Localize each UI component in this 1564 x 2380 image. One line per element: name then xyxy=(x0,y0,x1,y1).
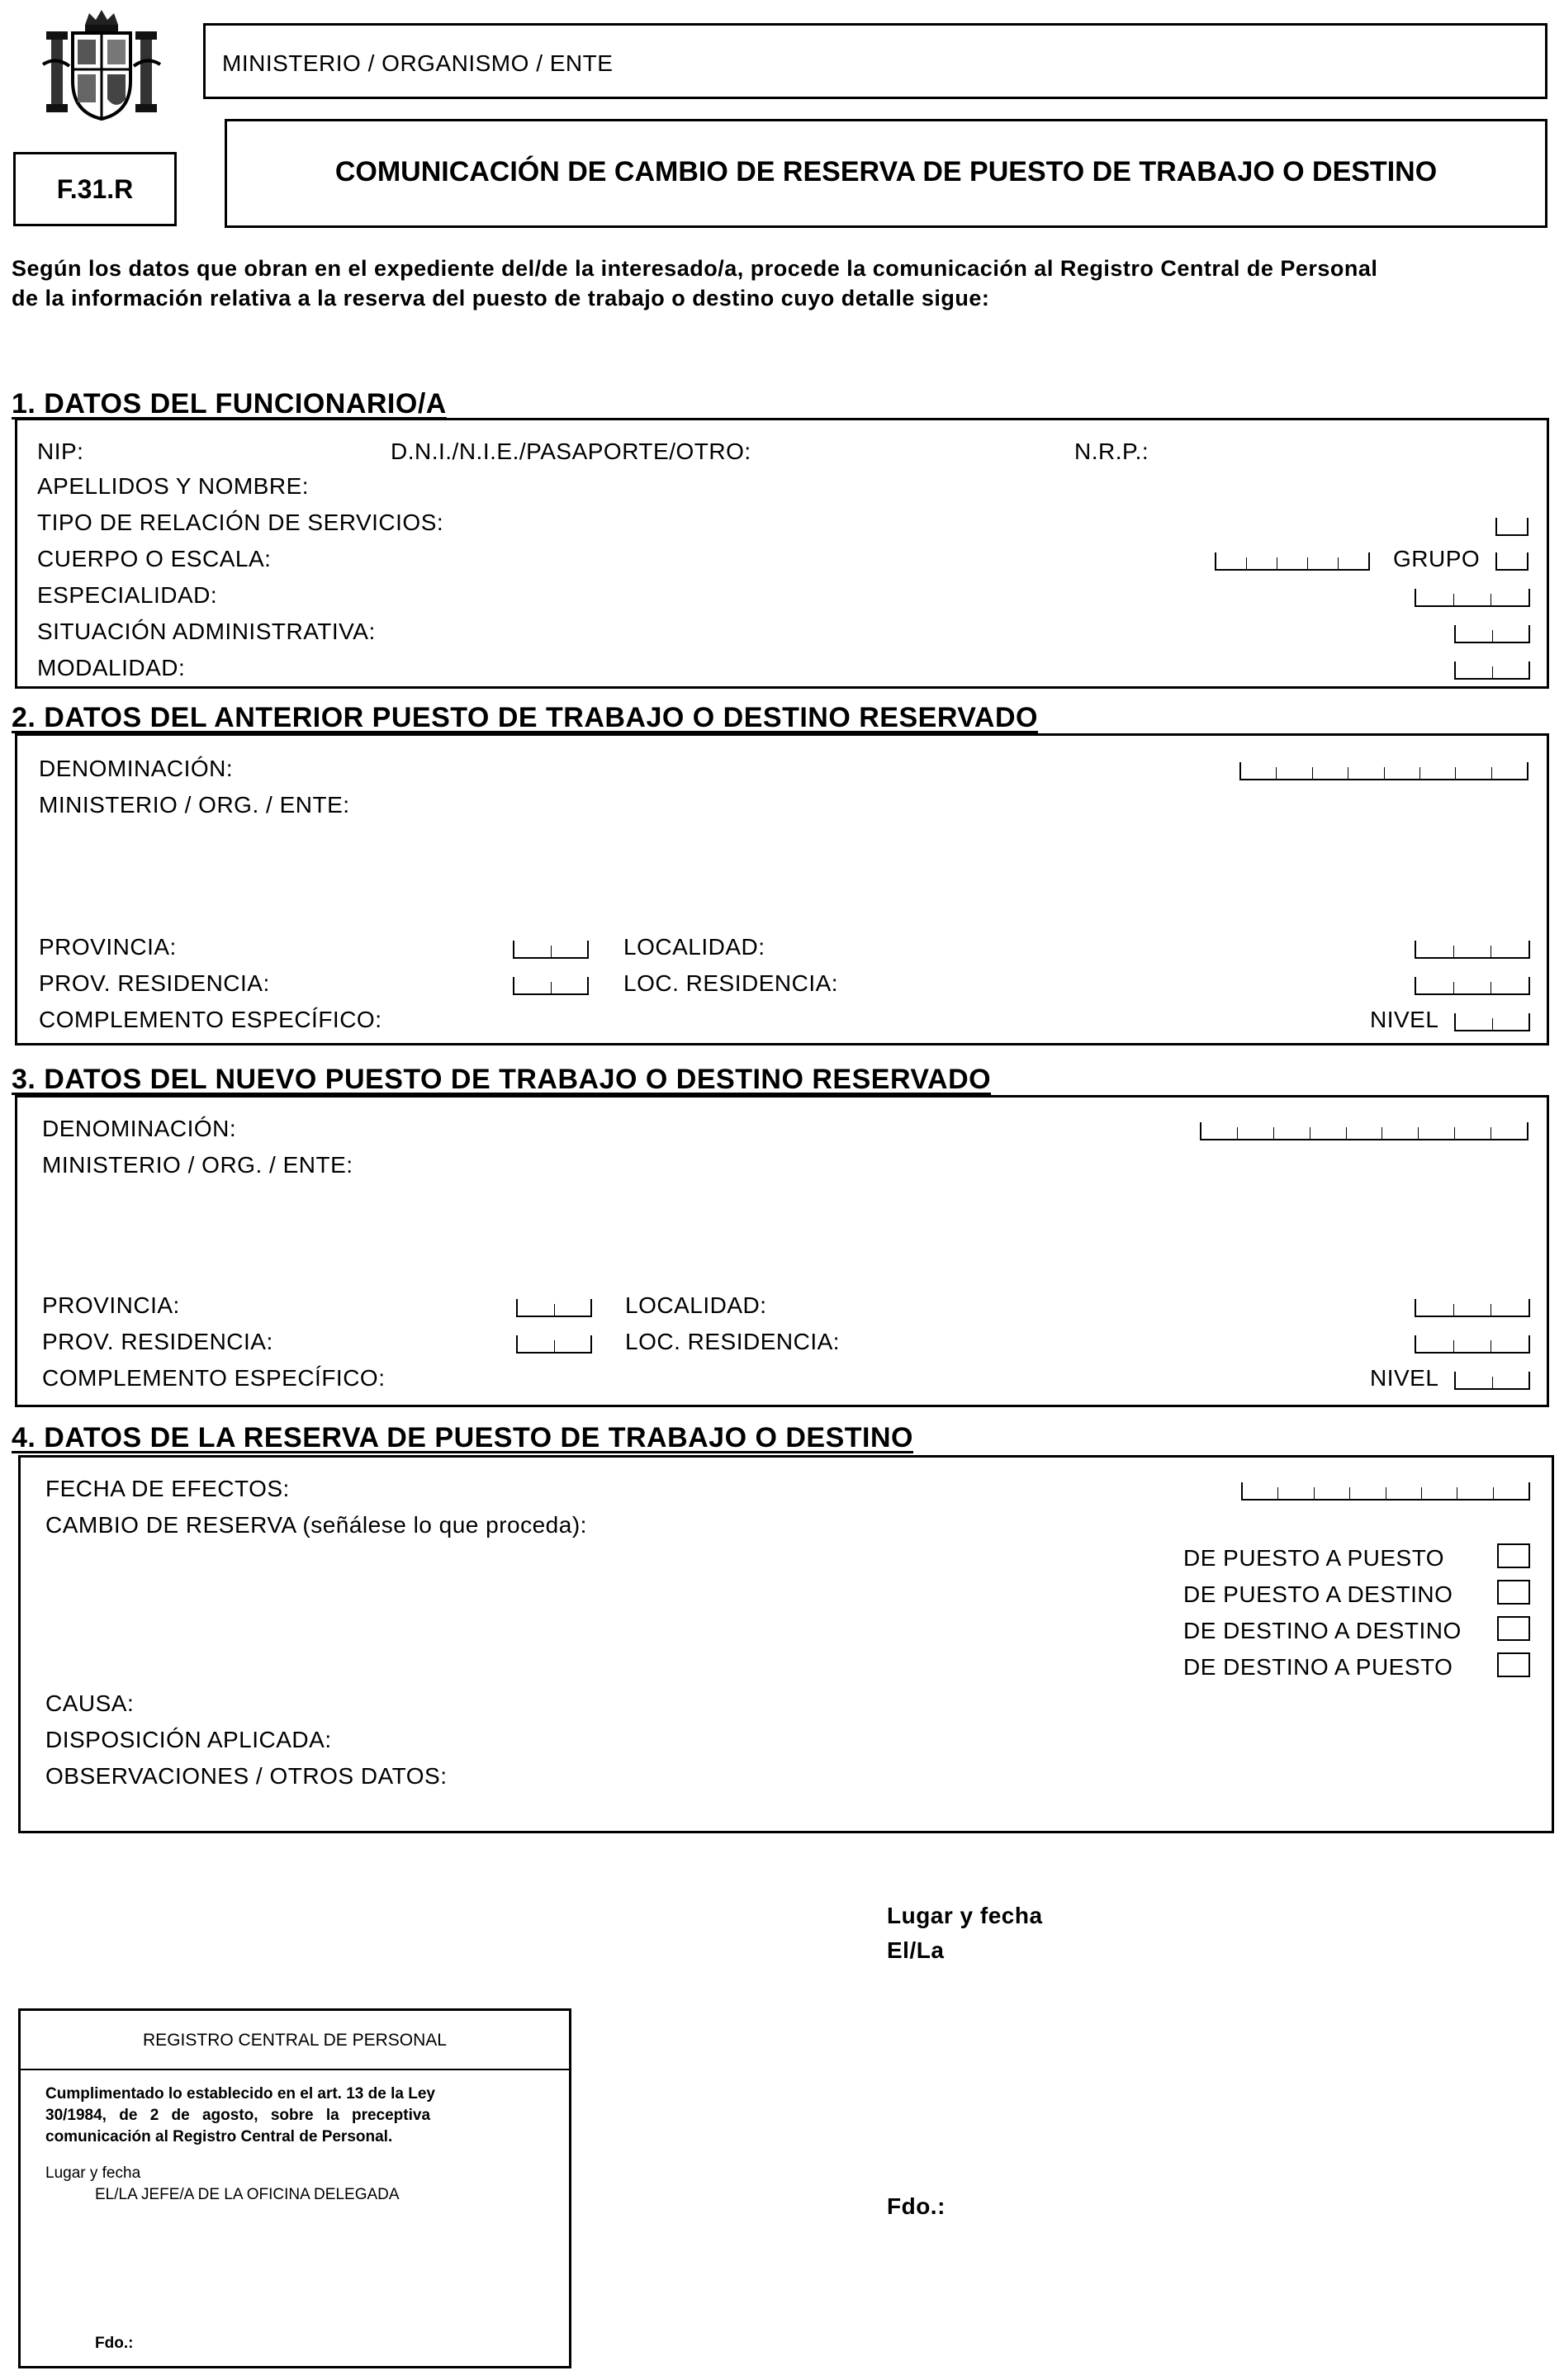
form-title-box xyxy=(225,119,1547,228)
causa-label: CAUSA: xyxy=(45,1690,135,1716)
option-destino-a-destino-checkbox[interactable] xyxy=(1497,1616,1530,1641)
signature-el-la: El/La xyxy=(887,1937,945,1963)
form-title: COMUNICACIÓN DE CAMBIO DE RESERVA DE PUESTO DE TRABAJO O DESTINO xyxy=(334,156,1438,187)
modalidad-label: MODALIDAD: xyxy=(37,655,186,680)
registry-lugar-fecha: Lugar y fecha xyxy=(45,2164,141,2182)
nivel-field[interactable] xyxy=(1454,1013,1530,1031)
fecha-efectos-field[interactable] xyxy=(1241,1482,1530,1501)
prov-residencia-field[interactable] xyxy=(513,977,589,995)
ministry-label: MINISTERIO / ORGANISMO / ENTE xyxy=(222,50,614,76)
option-puesto-a-destino-label: DE PUESTO A DESTINO xyxy=(1183,1581,1453,1607)
registry-jefe: EL/LA JEFE/A DE LA OFICINA DELEGADA xyxy=(95,2186,400,2203)
section-4-title: 4. DATOS DE LA RESERVA DE PUESTO DE TRABAJO O DESTINO xyxy=(12,1422,914,1453)
prov-residencia-label: PROV. RESIDENCIA: xyxy=(42,1329,273,1354)
option-destino-a-puesto-checkbox[interactable] xyxy=(1497,1652,1530,1677)
cuerpo-field[interactable] xyxy=(1215,552,1370,571)
signature-fdo: Fdo.: xyxy=(887,2193,946,2219)
loc-residencia-field[interactable] xyxy=(1415,1335,1530,1354)
especialidad-label: ESPECIALIDAD: xyxy=(37,582,218,608)
dni-label: D.N.I./N.I.E./PASAPORTE/OTRO: xyxy=(391,439,751,464)
observaciones-label: OBSERVACIONES / OTROS DATOS: xyxy=(45,1763,448,1789)
registry-text-line-2: 30/1984, de 2 de agosto, sobre la preceptiva xyxy=(45,2107,431,2124)
form-code: F.31.R xyxy=(56,174,134,204)
intro-line-2: de la información relativa a la reserva del puesto de trabajo o destino cuyo detalle sigue: xyxy=(12,286,990,311)
localidad-label: LOCALIDAD: xyxy=(623,934,765,960)
tipo-relacion-field[interactable] xyxy=(1495,518,1528,536)
section-2-title: 2. DATOS DEL ANTERIOR PUESTO DE TRABAJO O DESTINO RESERVADO xyxy=(12,702,1038,733)
cuerpo-label: CUERPO O ESCALA: xyxy=(37,546,272,571)
registry-title-divider xyxy=(21,2069,569,2070)
especialidad-field[interactable] xyxy=(1415,589,1530,607)
grupo-label: GRUPO xyxy=(1393,546,1481,571)
loc-residencia-label: LOC. RESIDENCIA: xyxy=(623,970,839,996)
denominacion-label: DENOMINACIÓN: xyxy=(39,756,234,781)
prov-residencia-label: PROV. RESIDENCIA: xyxy=(39,970,270,996)
ministerio-label: MINISTERIO / ORG. / ENTE: xyxy=(42,1152,353,1178)
disposicion-label: DISPOSICIÓN APLICADA: xyxy=(45,1727,332,1752)
provincia-field[interactable] xyxy=(513,941,589,959)
registry-title: REGISTRO CENTRAL DE PERSONAL xyxy=(143,2031,447,2050)
option-destino-a-destino-label: DE DESTINO A DESTINO xyxy=(1183,1618,1462,1643)
tipo-relacion-label: TIPO DE RELACIÓN DE SERVICIOS: xyxy=(37,510,444,535)
section-3-title: 3. DATOS DEL NUEVO PUESTO DE TRABAJO O DESTINO RESERVADO xyxy=(12,1064,992,1095)
ministry-box xyxy=(203,23,1547,99)
localidad-field[interactable] xyxy=(1415,941,1530,959)
grupo-field[interactable] xyxy=(1495,552,1528,571)
option-puesto-a-destino-checkbox[interactable] xyxy=(1497,1580,1530,1605)
nivel-label: NIVEL xyxy=(1370,1365,1439,1391)
denominacion-field[interactable] xyxy=(1200,1122,1528,1140)
nip-label: NIP: xyxy=(37,439,84,464)
nrp-label: N.R.P.: xyxy=(1074,439,1149,464)
complemento-label: COMPLEMENTO ESPECÍFICO: xyxy=(39,1007,382,1032)
loc-residencia-label: LOC. RESIDENCIA: xyxy=(625,1329,841,1354)
localidad-field[interactable] xyxy=(1415,1299,1530,1317)
section-2-box xyxy=(15,733,1549,1045)
option-puesto-a-puesto-label: DE PUESTO A PUESTO xyxy=(1183,1545,1445,1571)
section-4-box xyxy=(18,1455,1554,1833)
option-puesto-a-puesto-checkbox[interactable] xyxy=(1497,1543,1530,1568)
coat-of-arms-icon xyxy=(40,7,164,124)
cambio-reserva-label: CAMBIO DE RESERVA (señálese lo que proceda): xyxy=(45,1512,587,1538)
registry-text-line-1: Cumplimentado lo establecido en el art. 13 de la Ley xyxy=(45,2085,435,2103)
fecha-efectos-label: FECHA DE EFECTOS: xyxy=(45,1476,290,1501)
ministerio-label: MINISTERIO / ORG. / ENTE: xyxy=(39,792,350,818)
form-code-box xyxy=(13,152,177,226)
provincia-label: PROVINCIA: xyxy=(42,1292,180,1318)
nivel-field[interactable] xyxy=(1454,1372,1530,1390)
nivel-label: NIVEL xyxy=(1370,1007,1439,1032)
registry-fdo: Fdo.: xyxy=(95,2335,134,2352)
intro-line-1: Según los datos que obran en el expediente del/de la interesado/a, procede la comunicación al Registro Central de Personal xyxy=(12,256,1378,281)
registry-text-line-3: comunicación al Registro Central de Personal. xyxy=(45,2128,393,2145)
option-destino-a-puesto-label: DE DESTINO A PUESTO xyxy=(1183,1654,1453,1680)
loc-residencia-field[interactable] xyxy=(1415,977,1530,995)
registry-box xyxy=(18,2008,571,2368)
complemento-label: COMPLEMENTO ESPECÍFICO: xyxy=(42,1365,386,1391)
section-1-box xyxy=(15,418,1549,689)
signature-lugar-fecha: Lugar y fecha xyxy=(887,1903,1043,1928)
prov-residencia-field[interactable] xyxy=(516,1335,592,1354)
situacion-label: SITUACIÓN ADMINISTRATIVA: xyxy=(37,619,376,644)
provincia-field[interactable] xyxy=(516,1299,592,1317)
denominacion-label: DENOMINACIÓN: xyxy=(42,1116,237,1141)
denominacion-field[interactable] xyxy=(1239,762,1528,780)
section-1-title: 1. DATOS DEL FUNCIONARIO/A xyxy=(12,388,447,420)
localidad-label: LOCALIDAD: xyxy=(625,1292,767,1318)
apellidos-label: APELLIDOS Y NOMBRE: xyxy=(37,473,310,499)
provincia-label: PROVINCIA: xyxy=(39,934,177,960)
section-3-box xyxy=(15,1095,1549,1407)
situacion-field[interactable] xyxy=(1454,625,1530,643)
modalidad-field[interactable] xyxy=(1454,661,1530,680)
